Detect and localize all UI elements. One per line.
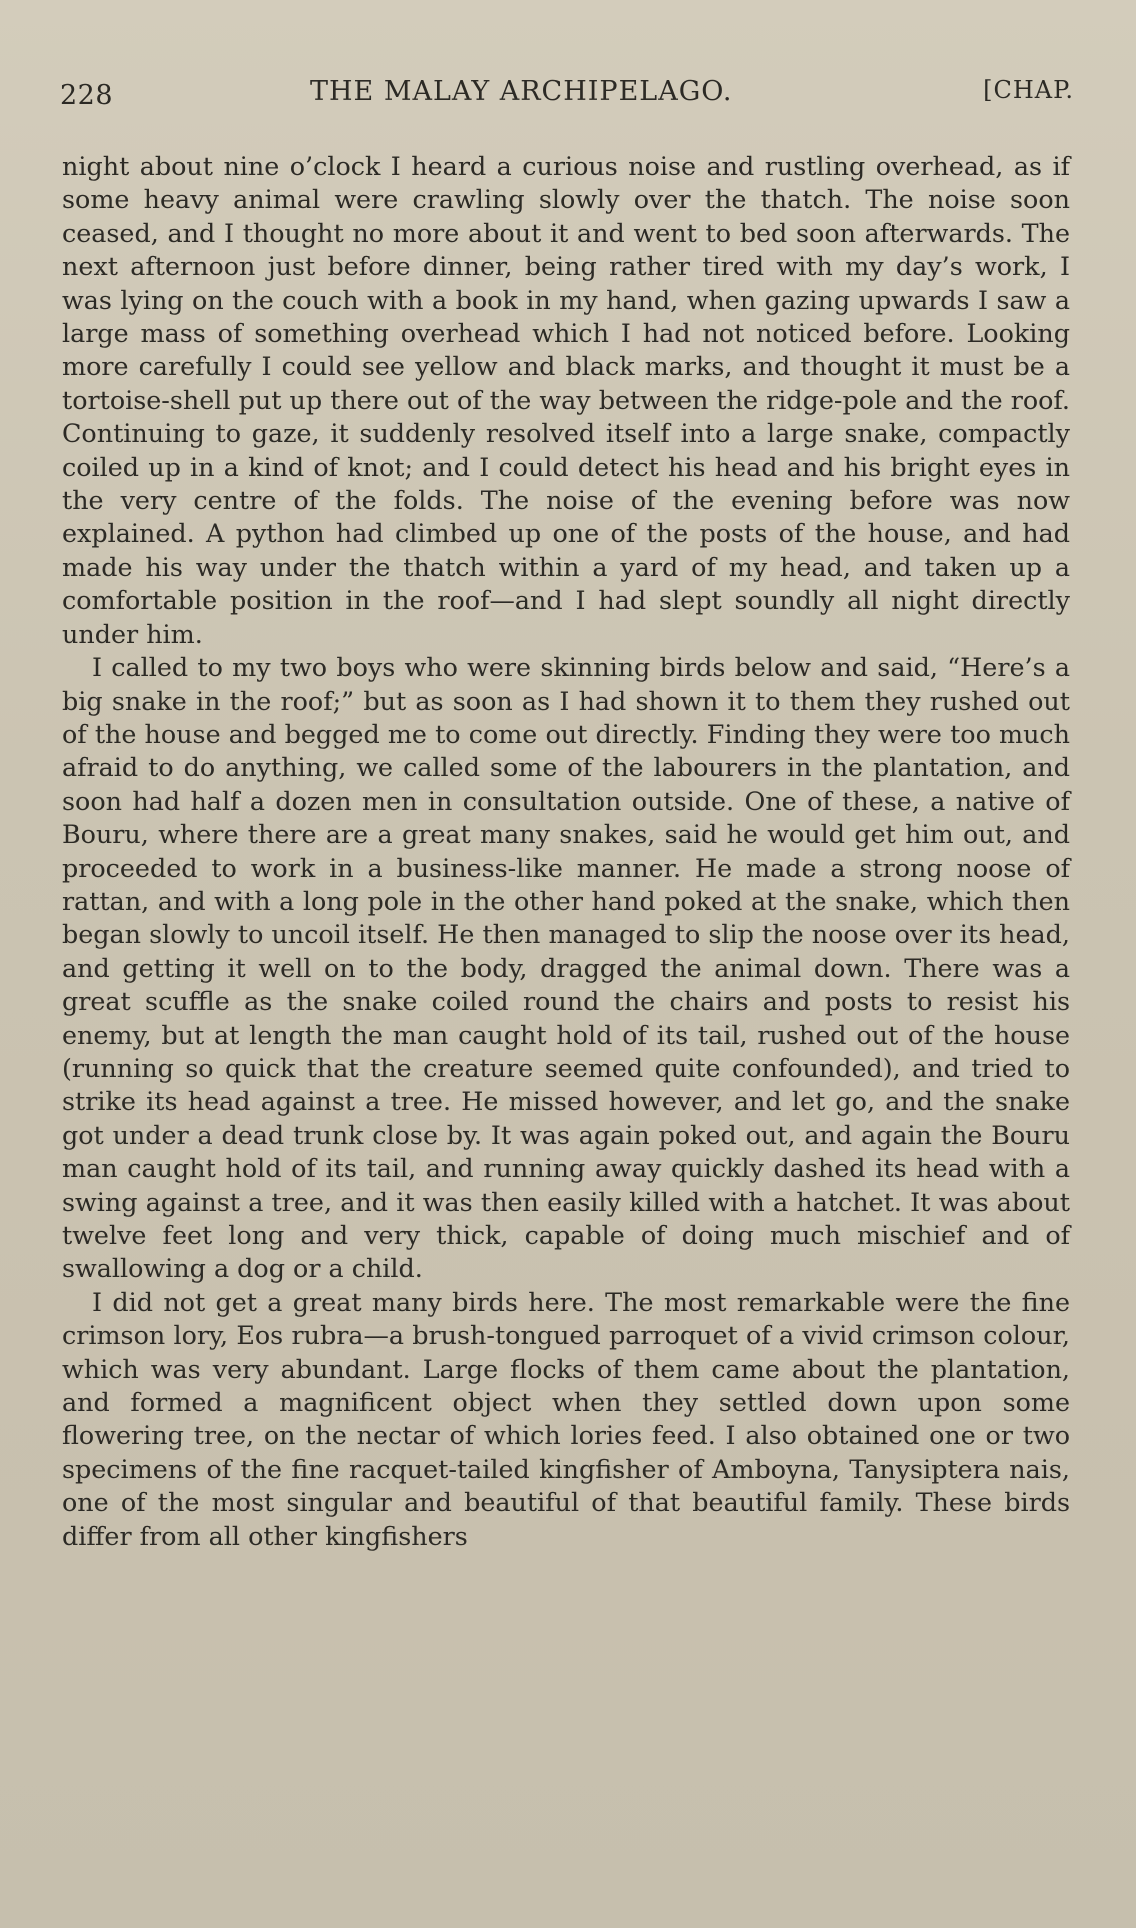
page-header bbox=[60, 72, 1074, 116]
body-text bbox=[62, 150, 1070, 1553]
chapter-mark: [CHAP. bbox=[983, 76, 1074, 104]
running-title: THE MALAY ARCHIPELAGO. bbox=[310, 76, 733, 107]
paragraph-snake-capture: I called to my two boys who were skinning birds below and said, “Here’s a big snake in the roof;” but as soon as I had shown it to them they rushed out of the house and begged me to come out directly. Finding they were too much afraid to do anything, we called some of the labourers in the plantation, and soon had half a dozen men in consultation outside. One of these, a native of Bouru, where there are a great many snakes, said he would get him out, and proceeded to work in a business-like manner. He made a strong noose of rattan, and with a long pole in the other hand poked at the snake, which then began slowly to uncoil itself. He then managed to slip the noose over its head, and getting it well on to the body, dragged the animal down. There was a great scuffle as the snake coiled round the chairs and posts to resist his enemy, but at length the man caught hold of its tail, rushed out of the house (running so quick that the creature seemed quite confounded), and tried to strike its head against a tree. He missed however, and let go, and the snake got under a dead trunk close by. It was again poked out, and again the Bouru man caught hold of its tail, and running away quickly dashed its head with a swing against a tree, and it was then easily killed with a hatchet. It was about twelve feet long and very thick, capable of doing much mischief and of swallowing a dog or a child. bbox=[62, 652, 1070, 1284]
paragraph-birds: I did not get a great many birds here. The most remarkable were the fine crimson lory, Eos rubra—a brush-tongued parroquet of a vivid crimson colour, which was very abundant. Large flocks of them came about the plantation, and formed a magnificent object when they settled down upon some flowering tree, on the nectar of which lories feed. I also obtained one or two specimens of the fine racquet-tailed kingfisher of Amboyna, Tanysiptera nais, one of the most singular and beautiful of that beautiful family. These birds differ from all other kingfishers bbox=[62, 1286, 1070, 1551]
page-number: 228 bbox=[60, 80, 114, 111]
paragraph-python-in-roof: night about nine o’clock I heard a curious noise and rustling overhead, as if some heavy animal were crawling slowly over the thatch. The noise soon ceased, and I thought no more about it and went to bed soon afterwards. The next afternoon just before dinner, being rather tired with my day’s work, I was lying on the couch with a book in my hand, when gazing upwards I saw a large mass of something overhead which I had not noticed before. Looking more carefully I could see yellow and black marks, and thought it must be a tortoise-shell put up there out of the way between the ridge-pole and the roof. Continuing to gaze, it suddenly resolved itself into a large snake, compactly coiled up in a kind of knot; and I could detect his head and his bright eyes in the very centre of the folds. The noise of the evening before was now explained. A python had climbed up one of the posts of the house, and had made his way under the thatch within a yard of my head, and taken up a comfortable position in the roof—and I had slept soundly all night directly under him. bbox=[62, 151, 1070, 649]
